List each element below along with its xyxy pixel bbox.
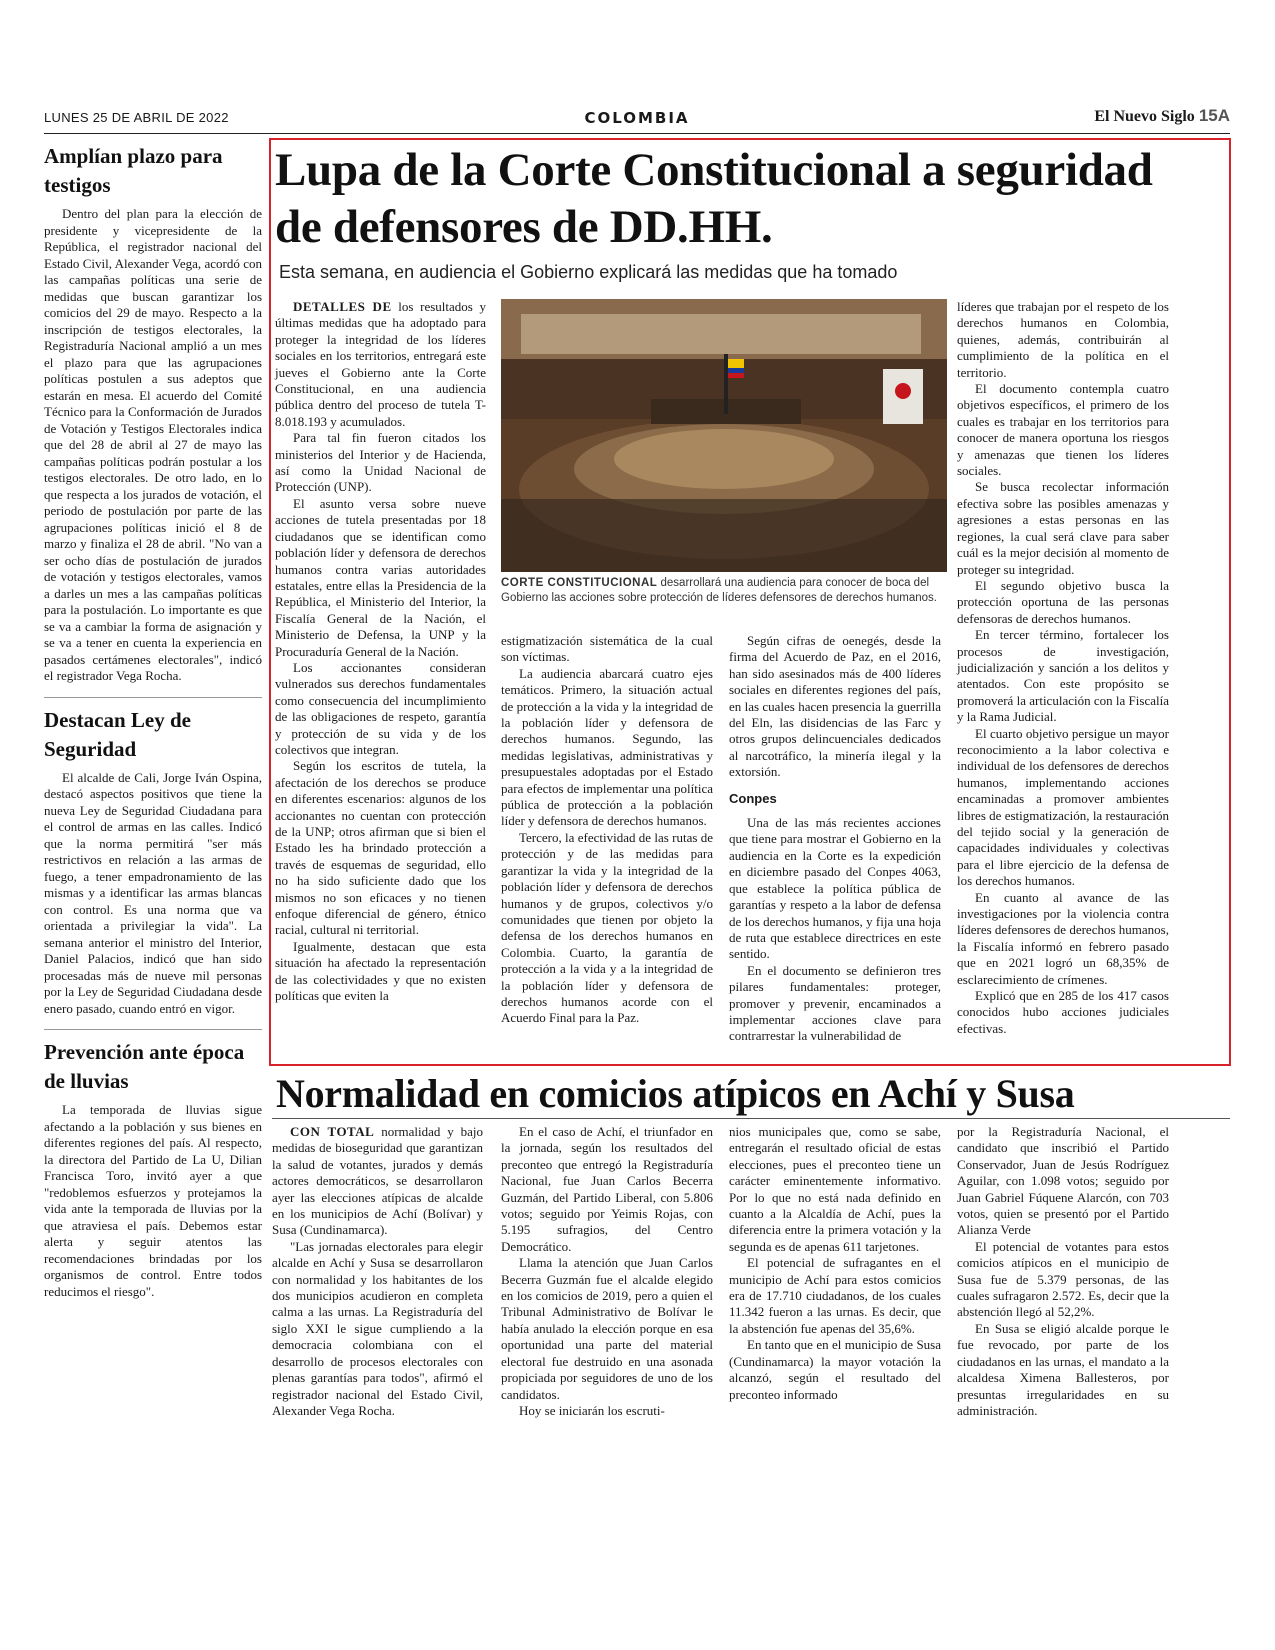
paragraph: El documento contempla cuatro objetivos específicos, el primero de los cuales es trabajar en los territorios para conocer de manera oportuna los riesgos y amenazas que tienen los líderes sociales.	[957, 381, 1169, 479]
main-subhead: Esta semana, en audiencia el Gobierno explicará las medidas que ha tomado	[279, 262, 898, 282]
paragraph: CON TOTAL normalidad y bajo medidas de bioseguridad que garantizan la salud de votantes, jurados y demás actores democráticos, se desarrollaron ayer las elecciones atípicas de alcalde en los municipios de Achí (Bolívar) y Susa (Cundinamarca).	[272, 1124, 483, 1238]
second-column-2	[501, 1124, 713, 1419]
paragraph: estigmatización sistemática de la cual son víctimas.	[501, 633, 713, 665]
paragraph: Según los escritos de tutela, la afectación de los derechos se produce en diferentes escenarios: algunos de los accionantes no cuentan con protección de la UNP; otros afirman que si bien el Estado les ha brindado protección a través de esquemas de seguridad, ello no ha sido suficiente dado que los mismos no son eficaces y no tienen enfoque diferencial de género, étnico racial, cultural ni territorial.	[275, 758, 486, 938]
brief-ley-seguridad	[44, 706, 262, 1031]
masthead	[44, 106, 1230, 134]
brief-testigos	[44, 142, 262, 698]
paragraph: Según cifras de oenegés, desde la firma del Acuerdo de Paz, en el 2016, han sido asesinados más de 400 líderes sociales en diferentes regiones del país, en las cuales hacen presencia la guerrilla del Eln, las disidencias de las Farc y otros grupos delincuenciales dedicados al narcotráfico, la minería ilegal y la extorsión.	[729, 633, 941, 780]
paragraph: En cuanto al avance de las investigaciones por la violencia contra líderes defensores de derechos humanos, la Fiscalía informó en febrero pasado que en 2021 logró un 68,35% de esclarecimiento de crímenes.	[957, 889, 1169, 987]
paragraph: El potencial de sufragantes en el municipio de Achí para estos comicios era de 17.710 ciudadanos, de los cuales 11.342 fueron a las urnas. Es decir, que la abstención fue apenas del 35,6%.	[729, 1255, 941, 1336]
paragraph: Una de las más recientes acciones que tiene para mostrar el Gobierno en la audiencia en la Corte es la expedición en diciembre pasado del Conpes 4063, que establece la política pública de garantías y respeto a la labor de defensa de los derechos humanos, y fija una hoja de ruta que establece directrices en este sentido.	[729, 815, 941, 962]
second-column-1	[272, 1124, 483, 1419]
paragraph: El segundo objetivo busca la protección oportuna de las personas defensoras de derechos humanos.	[957, 577, 1169, 626]
paragraph: por la Registraduría Nacional, el candidato que inscribió el Partido Conservador, Juan de Jesús Rodríguez Aguilar, con 1.098 votos; seguido por Juan Gabriel Fúquene Alarcón, con 703 votos, quien se presentó por el Partido Alianza Verde	[957, 1124, 1169, 1238]
second-column-4	[957, 1124, 1169, 1419]
sidebar-briefs	[44, 142, 262, 1320]
paragraph: "Las jornadas electorales para elegir alcalde en Achí y Susa se desarrollaron con normalidad y los habitantes de los dos municipios acudieron en completa calma a las urnas. La Registraduría del siglo XXI le sigue cumpliendo a la democracia colombiana con el desarrollo de procesos electorales con plenas garantías para todos", afirmó el registrador nacional del Estado Civil, Alexander Vega Rocha.	[272, 1238, 483, 1418]
lead-in: DETALLES DE	[293, 299, 392, 314]
paragraph: Hoy se iniciarán los escruti-	[519, 1402, 665, 1418]
main-headline: Lupa de la Corte Constitucional a seguridad de defensores de DD.HH.	[275, 144, 1153, 253]
brief-text: Dentro del plan para la elección de presidente y vicepresidente de la República, el registrador nacional del Estado Civil, Alexander Vega, acordó con las campañas políticas una serie de medidas que buscan garantizar los comicios del 29 de mayo. Respecto a la inscripción de testigos electorales, la Registraduría Nacional amplió a un mes el plazo para que las agrupaciones políticas postulen a sus adeptos que estarán en mesa. El acuerdo del Comité Técnico para la Conformación de Jurados de Votación y Testigos Electorales indica que del 28 de abril al 27 de mayo las campañas políticas podrán postular a los testigos electorales. De otro lado, en lo que respecta a los jurados de votación, el periodo de postulación por parte de las agrupaciones políticas inició el 8 de marzo y finaliza el 28 de abril. "No van a ser ocho días de postulación de jurados de votación y testigos electorales, vamos a darles un mes a las campañas políticas para la postulación. Lo importante es que se va a cambiar la forma de asignación y se va a tener en cuenta la experiencia en pasados certámenes electorales", indicó el registrador Vega Rocha.	[44, 206, 262, 683]
issue-date: LUNES 25 DE ABRIL DE 2022	[44, 110, 229, 125]
main-column-3	[729, 633, 941, 1045]
paragraph: La audiencia abarcará cuatro ejes temáticos. Primero, la situación actual de protección a la vida y la integridad de la población líder y defensora de derechos humanos. Segundo, las medidas legislativas, administrativas y presupuestales adoptadas por el Estado para efectos de implementar una política pública de protección a la población líder y defensora de derechos humanos.	[501, 665, 713, 829]
paragraph: Llama la atención que Juan Carlos Becerra Guzmán fue el alcalde elegido en los comicios de 2019, pero a quien el Tribunal Administrativo de Bolívar le había anulado la elección porque en esa oportunidad una parte del material electoral fue destruido en una asonada propiciada por seguidores de uno de los candidatos.	[501, 1255, 713, 1402]
photo-caption: CORTE CONSTITUCIONAL desarrollará una audiencia para conocer de boca del Gobierno las acciones sobre protección de líderes defensores de derechos humanos.	[501, 577, 937, 604]
paragraph: En tanto que en el municipio de Susa (Cundinamarca) la mayor votación la alcanzó, según el resultado del preconteo informado	[729, 1337, 941, 1402]
court-hearing-photo	[501, 299, 947, 572]
paragraph: En Susa se eligió alcalde porque le fue revocado, por parte de los ciudadanos en las urnas, el mandato a la alcaldesa Ximena Ballesteros, por presuntas irregularidades en su administración.	[957, 1320, 1169, 1418]
divider	[272, 1118, 1230, 1119]
second-column-3	[729, 1124, 941, 1403]
main-column-4	[957, 299, 1169, 1037]
paragraph: En el documento se definieron tres pilares fundamentales: proteger, promover y prevenir, encaminados a implementar acciones clave para contrarrestar la vulnerabilidad de	[729, 962, 941, 1044]
paragraph: Explicó que en 285 de los 417 casos conocidos hubo acciones judiciales efectivas.	[957, 988, 1169, 1036]
section-title: COLOMBIA	[584, 109, 690, 127]
paragraph: En tercer término, fortalecer los procesos de investigación, judicialización y sanción a los delitos y atentados. Con este propósito se promoverá la articulación con la Fiscalía y la Rama Judicial.	[957, 627, 1169, 725]
paragraph: Tercero, la efectividad de las rutas de protección y de las medidas para garantizar la vida y la integridad de la población líder y defensora de derechos humanos y de grupos, colectivos y/o comunidades que tienen por objeto la defensa de los derechos humanos en Colombia. Cuarto, la garantía de protección a la vida y a la integridad de la población líder y defensora de derechos humanos acorde con el Acuerdo Final para la Paz.	[501, 829, 713, 1026]
paragraph: El potencial de votantes para estos comicios atípicos en el municipio de Susa fue de 5.379 personas, de las cuales sufragaron 2.572. Es, decir que la abstención llegó al 52,2%.	[957, 1238, 1169, 1320]
brief-text: El alcalde de Cali, Jorge Iván Ospina, destacó aspectos positivos que tiene la nueva Ley de Seguridad Ciudadana para el control de armas en las calles. Indicó que la norma permitirá "ser más restrictivos en relación a las armas de fuego, a tener empadronamiento de las mismas y a identificar las armas blancas con control. Es una norma que va orientada a privilegiar la vida". La semana anterior el ministro del Interior, Daniel Palacios, indicó que han sido procesadas más de nueve mil personas por la Ley de Seguridad Ciudadana desde enero pasado, cuando entró en vigor.	[44, 769, 262, 1016]
brief-text: La temporada de lluvias sigue afectando a la población y sus bienes en diferentes regiones del país. Al respecto, la directora del Partido de La U, Dilian Francisca Toro, invitó ayer a que "redoblemos esfuerzos y protejamos la vida ante la temporada de lluvias por la que atraviesa el país. Debemos estar alerta y seguir atentos las recomendaciones brindadas por los organismos de control. Entre todos reducimos el riesgo".	[44, 1102, 262, 1299]
brief-lluvias	[44, 1038, 262, 1312]
paragraph: Para tal fin fueron citados los ministerios del Interior y de Hacienda, así como la Unidad Nacional de Protección (UNP).	[275, 430, 486, 495]
newspaper-name: El Nuevo Siglo 15A	[1094, 106, 1230, 125]
paragraph: nios municipales que, como se sabe, entregarán el resultado oficial de estas elecciones, pues el preconteo tiene un carácter eminentemente informativo. Por lo que no está nada definido en cuanto a la Alcaldía de Achí, pues la diferencia entre la primera votación y la segunda es de apenas 611 tarjetones.	[729, 1124, 941, 1254]
courtroom-image	[501, 299, 947, 572]
paragraph: En el caso de Achí, el triunfador en la jornada, según los resultados del preconteo que entregó la Registraduría Nacional, fue Juan Carlos Becerra Guzmán, del Partido Liberal, con 5.806 votos; seguido por Yeimis Rojas, con 5.195 sufragios, del Centro Democrático.	[501, 1124, 713, 1254]
paragraph: Se busca recolectar información efectiva sobre las posibles amenazas y agresiones a estas personas en las regiones, la cual será clave para saber cuál es la mejor decisión al momento de proteger su integridad.	[957, 479, 1169, 577]
paragraph: líderes que trabajan por el respeto de los derechos humanos en Colombia, quienes, además, contribuirán al cumplimiento de la política en el territorio.	[957, 299, 1169, 380]
brief-title: Destacan Ley de Seguridad	[44, 707, 191, 761]
brief-title: Prevención ante época de lluvias	[44, 1040, 245, 1093]
paragraph: El asunto versa sobre nueve acciones de tutela presentadas por 18 ciudadanos que se identifican como población líder y defensora de derechos humanos contra varias autoridades estatales, entre ellas la Presidencia de la República, el Ministerio del Interior, la Fiscalía General de la Nación, el Ministerio de Defensa, la UNP y la Procuraduría General de la Nación.	[275, 495, 486, 659]
main-column-2	[501, 633, 713, 1027]
brief-title: Amplían plazo para testigos	[44, 144, 223, 197]
lead-in: CON TOTAL	[290, 1124, 375, 1139]
section-subtitle: Conpes	[729, 790, 777, 806]
second-headline: Normalidad en comicios atípicos en Achí y Susa	[276, 1071, 1075, 1116]
page-number: 15A	[1198, 106, 1230, 125]
paragraph: El cuarto objetivo persigue un mayor reconocimiento a la labor colectiva e individual de los defensores de derechos humanos, implementando acciones encaminadas a promover ambientes libres de estigmatización, la restauración del tejido social y la generación de capacidades individuales y colectivas para el libre ejercicio de la defensa de los derechos humanos.	[957, 725, 1169, 889]
main-column-1	[275, 299, 486, 1004]
paragraph: DETALLES DE los resultados y últimas medidas que ha adoptado para proteger la integridad de los líderes sociales en los territorios, entregará este jueves el Gobierno ante la Corte Constitucional, en una audiencia pública dentro del proceso de tutela T-8.018.193 y acumulados.	[275, 299, 486, 429]
paragraph: Los accionantes consideran vulnerados sus derechos fundamentales como consecuencia del incumplimiento de las obligaciones de respeto, garantía y protección de su vida y de los colectivos que integran.	[275, 659, 486, 757]
paragraph: Igualmente, destacan que esta situación ha afectado la representación de las colectividades y que no existen políticas que eviten la	[275, 938, 486, 1004]
